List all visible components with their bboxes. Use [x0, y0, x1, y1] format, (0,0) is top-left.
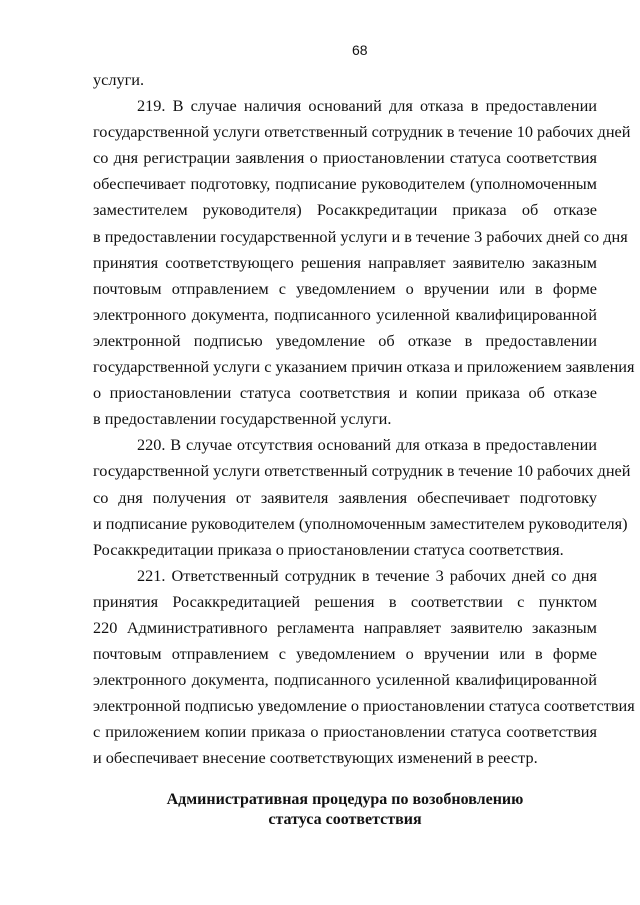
text-line: государственной услуги ответственный сотрудник в течение 10 рабочих дней — [93, 122, 631, 142]
text-line: в предоставлении государственной услуги. — [93, 409, 392, 429]
section-heading-line-2: статуса соответствия — [268, 811, 422, 828]
section-heading — [93, 790, 597, 830]
text-line: 220 Административного регламента направляет заявителю заказным — [93, 617, 597, 637]
text-line: заместителем руководителя) Росаккредитации приказа об отказе — [93, 200, 597, 220]
text-line: и подписание руководителем (уполномоченным заместителем руководителя) — [93, 513, 628, 533]
text-line: о приостановлении статуса соответствия и копии приказа об отказе — [93, 383, 597, 403]
text-line: электронного документа, подписанного усиленной квалифицированной — [93, 670, 597, 690]
paragraph — [93, 563, 635, 772]
text-line: в предоставлении государственной услуги и в течение 3 рабочих дней со дня — [93, 226, 628, 246]
text-line: почтовым отправлением с уведомлением о вручении или в форме — [93, 644, 597, 664]
text-line: государственной услуги ответственный сотрудник в течение 10 рабочих дней — [93, 461, 631, 481]
text-line: 220. В случае отсутствия оснований для отказа в предоставлении — [137, 435, 597, 455]
text-line: 219. В случае наличия оснований для отказа в предоставлении — [137, 96, 597, 116]
text-line: обеспечивает подготовку, подписание руководителем (уполномоченным — [93, 174, 597, 194]
text-line: электронного документа, подписанного усиленной квалифицированной — [93, 304, 597, 324]
text-line: 221. Ответственный сотрудник в течение 3 рабочих дней со дня — [137, 565, 597, 585]
section-heading-line-1: Административная процедура по возобновлению — [166, 791, 524, 808]
text-line: со дня получения от заявителя заявления обеспечивает подготовку — [93, 487, 597, 507]
text-line: принятия Росаккредитацией решения в соответствии с пунктом — [93, 591, 597, 611]
text-line: почтовым отправлением с уведомлением о вручении или в форме — [93, 278, 597, 298]
page-number: 68 — [352, 42, 368, 58]
paragraph — [93, 432, 631, 562]
text-line: Росаккредитации приказа о приостановлении статуса соответствия. — [93, 539, 564, 559]
text-line: с приложением копии приказа о приостановлении статуса соответствия — [93, 722, 597, 742]
paragraph — [93, 93, 635, 432]
document-body — [93, 67, 635, 772]
text-line: со дня регистрации заявления о приостановлении статуса соответствия — [93, 148, 597, 168]
text-line: электронной подписью уведомление об отказе в предоставлении — [93, 330, 597, 350]
text-line: и обеспечивает внесение соответствующих изменений в реестр. — [93, 748, 538, 768]
text-line: электронной подписью уведомление о приостановлении статуса соответствия — [93, 696, 635, 716]
paragraph — [93, 67, 597, 93]
text-line: принятия соответствующего решения направляет заявителю заказным — [93, 252, 597, 272]
text-line: услуги. — [93, 70, 145, 89]
text-line: государственной услуги с указанием причин отказа и приложением заявления — [93, 357, 635, 377]
